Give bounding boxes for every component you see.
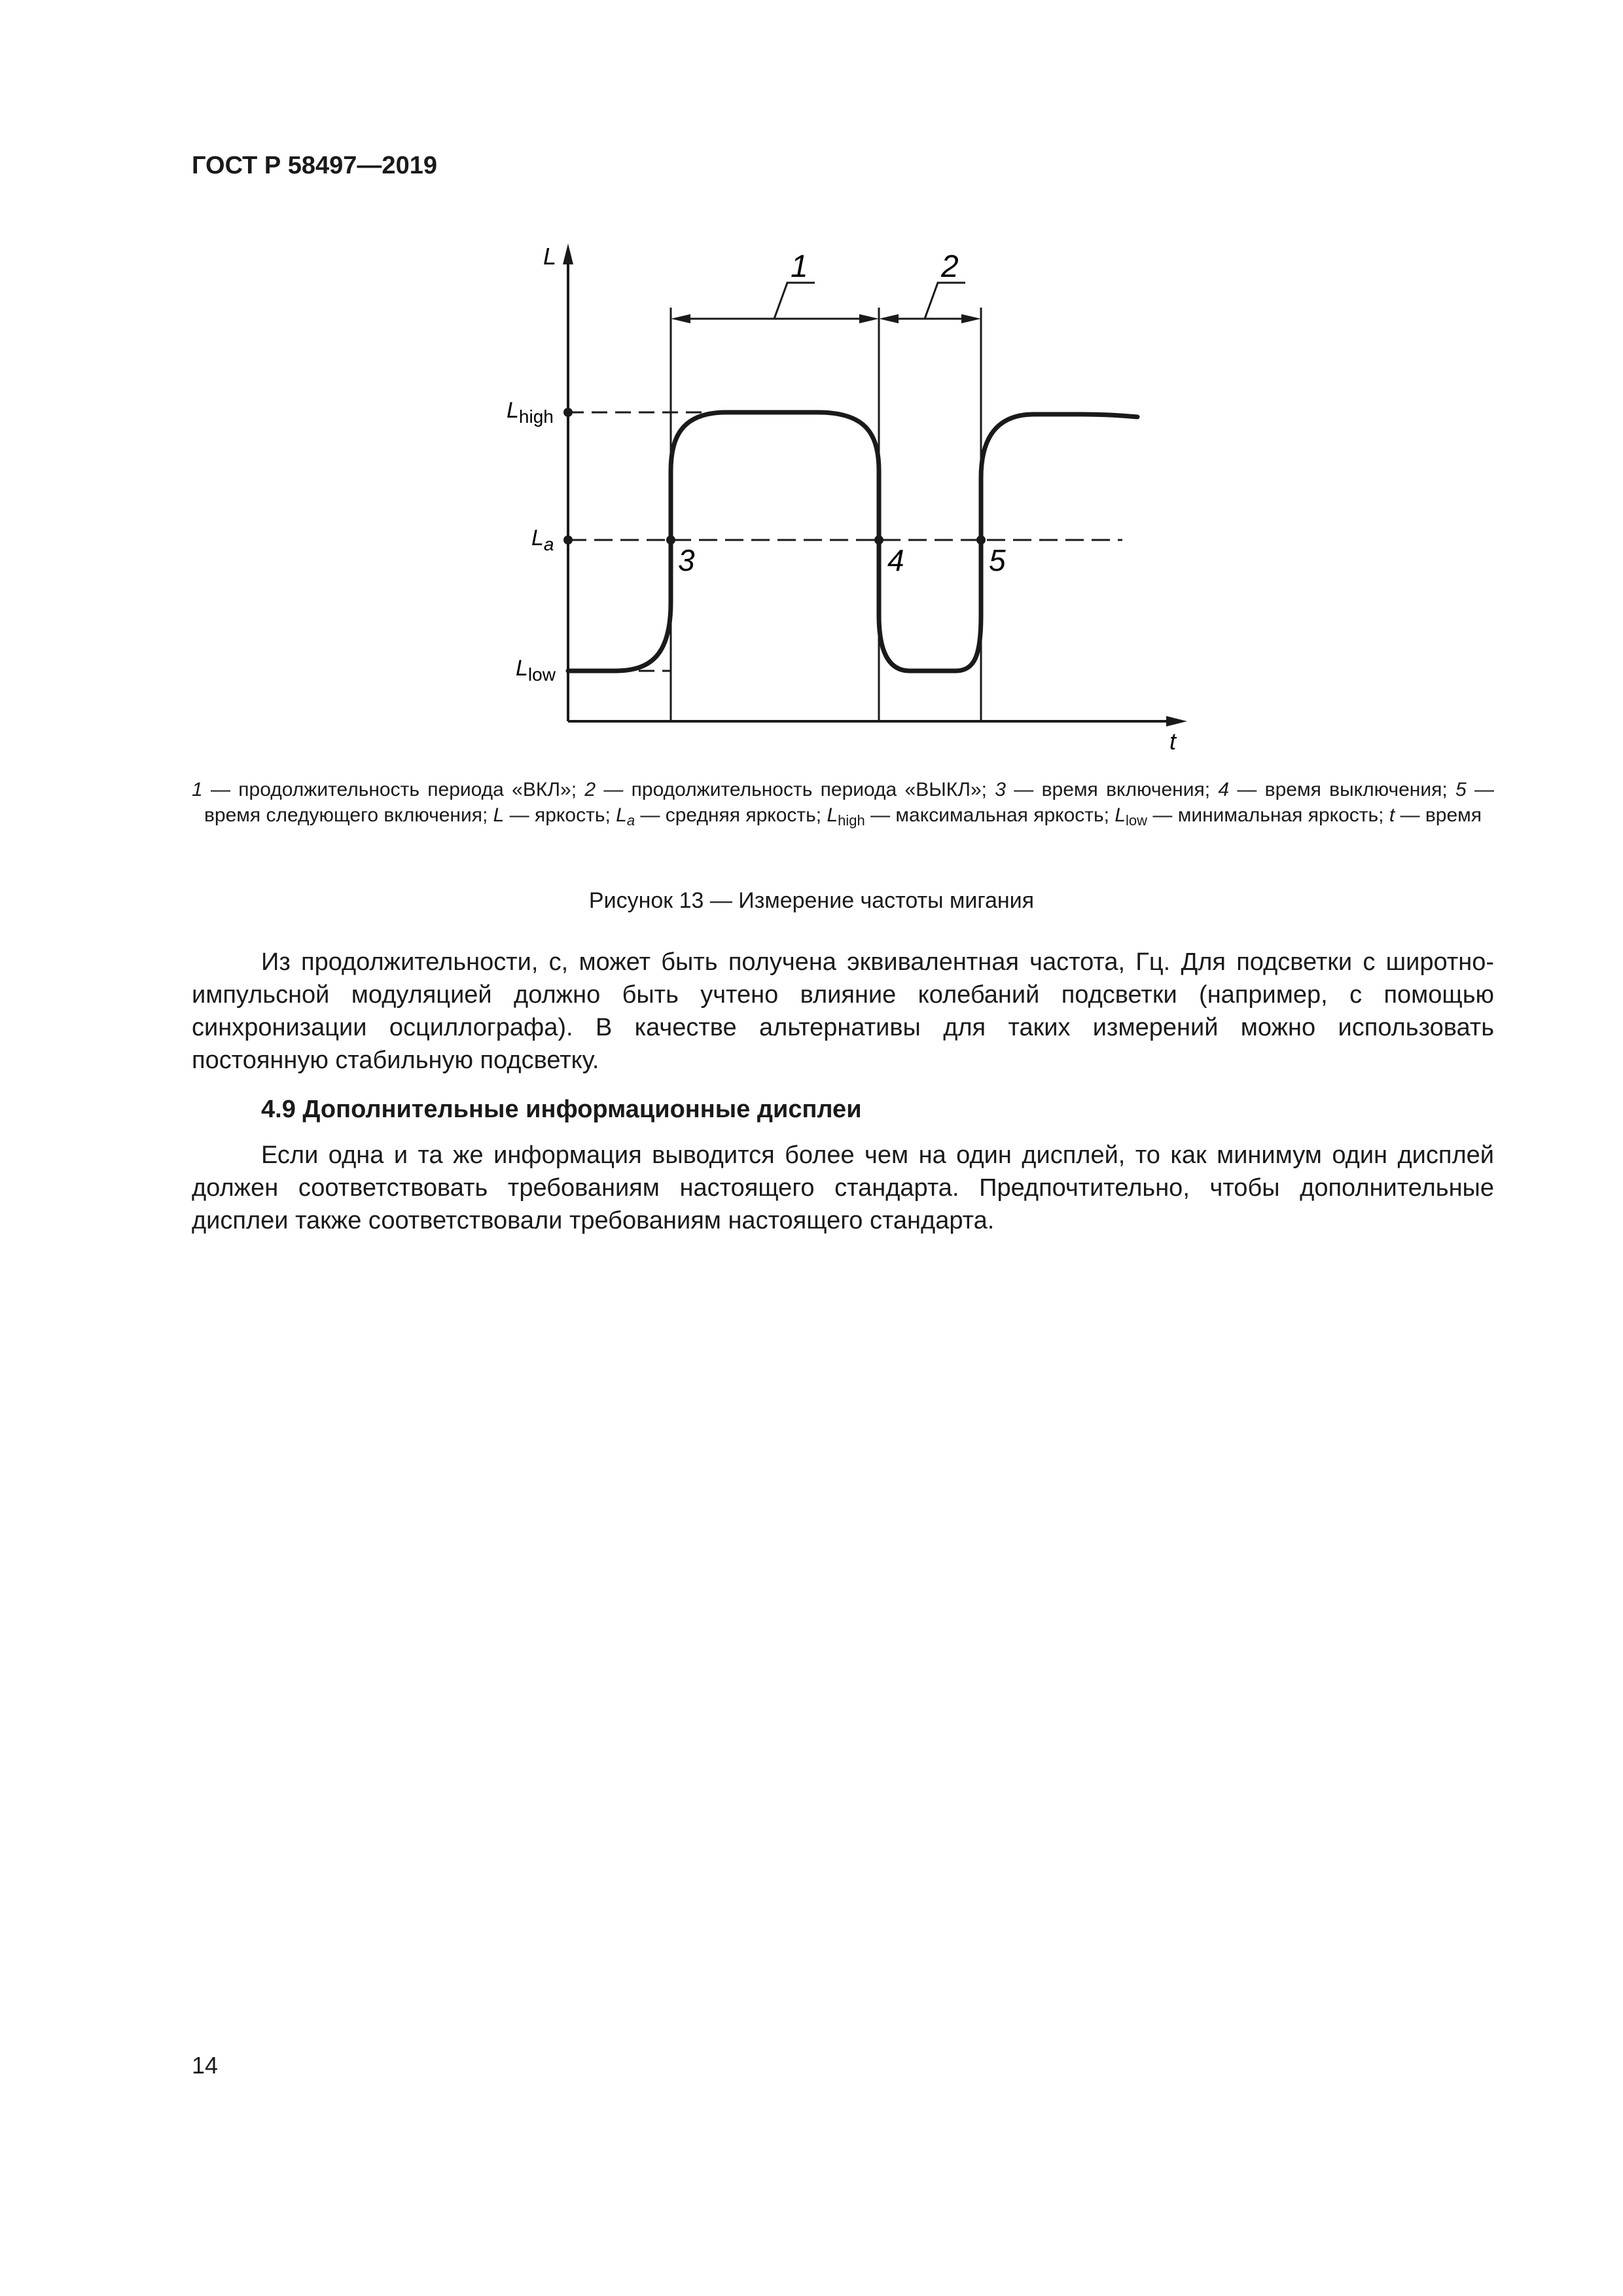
leader-2	[925, 283, 965, 319]
figure-legend: 1 — продолжительность периода «ВКЛ»; 2 — продолжительность периода «ВЫКЛ»; 3 — время включения; 4 — время выключения; 5 — время следующего включения; L — яркость; $L_a$ — средняя яркость; $L_{high}$ — максимальная яркость; $L_{low}$ — минимальная яркость; t — время	[192, 779, 1495, 829]
point-4	[874, 535, 883, 545]
level-label-low: $L_{low}$	[516, 656, 556, 685]
section-heading: 4.9 Дополнительные информационные дисплеи	[261, 1096, 862, 1123]
flicker-measurement-figure	[0, 0, 1623, 864]
point-5	[976, 535, 986, 545]
dimension-arrow-off	[879, 314, 981, 323]
level-label-high: $L_{high}$	[507, 398, 554, 427]
x-axis-label: t	[1169, 728, 1177, 755]
y-axis-label: L	[543, 243, 557, 270]
point-3	[666, 535, 675, 545]
marker-2: 2	[941, 249, 959, 284]
marker-1: 1	[791, 249, 808, 284]
marker-3: 3	[678, 543, 695, 577]
paragraph-additional-displays: Если одна и та же информация выводится более чем на один дисплей, то как минимум один дисплей должен соответствовать требованиям настоящего стандарта. Предпочтительно, чтобы дополнительные дисплеи также соответствовали требованиям настоящего стандарта.	[192, 1141, 1494, 1234]
x-axis-arrow	[1166, 716, 1187, 726]
paragraph-frequency: Из продолжительности, с, может быть получена эквивалентная частота, Гц. Для подсветки с широтно-импульсной модуляцией должно быть учтено влияние колебаний подсветки (например, с помощью синхронизации осциллографа). В качестве альтернативы для таких измерений можно использовать постоянную стабильную подсветку.	[192, 948, 1494, 1074]
level-label-average: $L_a$	[531, 526, 554, 554]
luminance-curve	[568, 412, 1137, 671]
leader-1	[774, 283, 815, 319]
marker-4: 4	[887, 543, 904, 577]
page-number: 14	[192, 2052, 219, 2079]
document-header: ГОСТ Р 58497—2019	[192, 152, 437, 179]
marker-5: 5	[989, 543, 1006, 577]
y-axis-arrow	[563, 243, 573, 264]
figure-caption: Рисунок 13 — Измерение частоты мигания	[588, 888, 1035, 913]
